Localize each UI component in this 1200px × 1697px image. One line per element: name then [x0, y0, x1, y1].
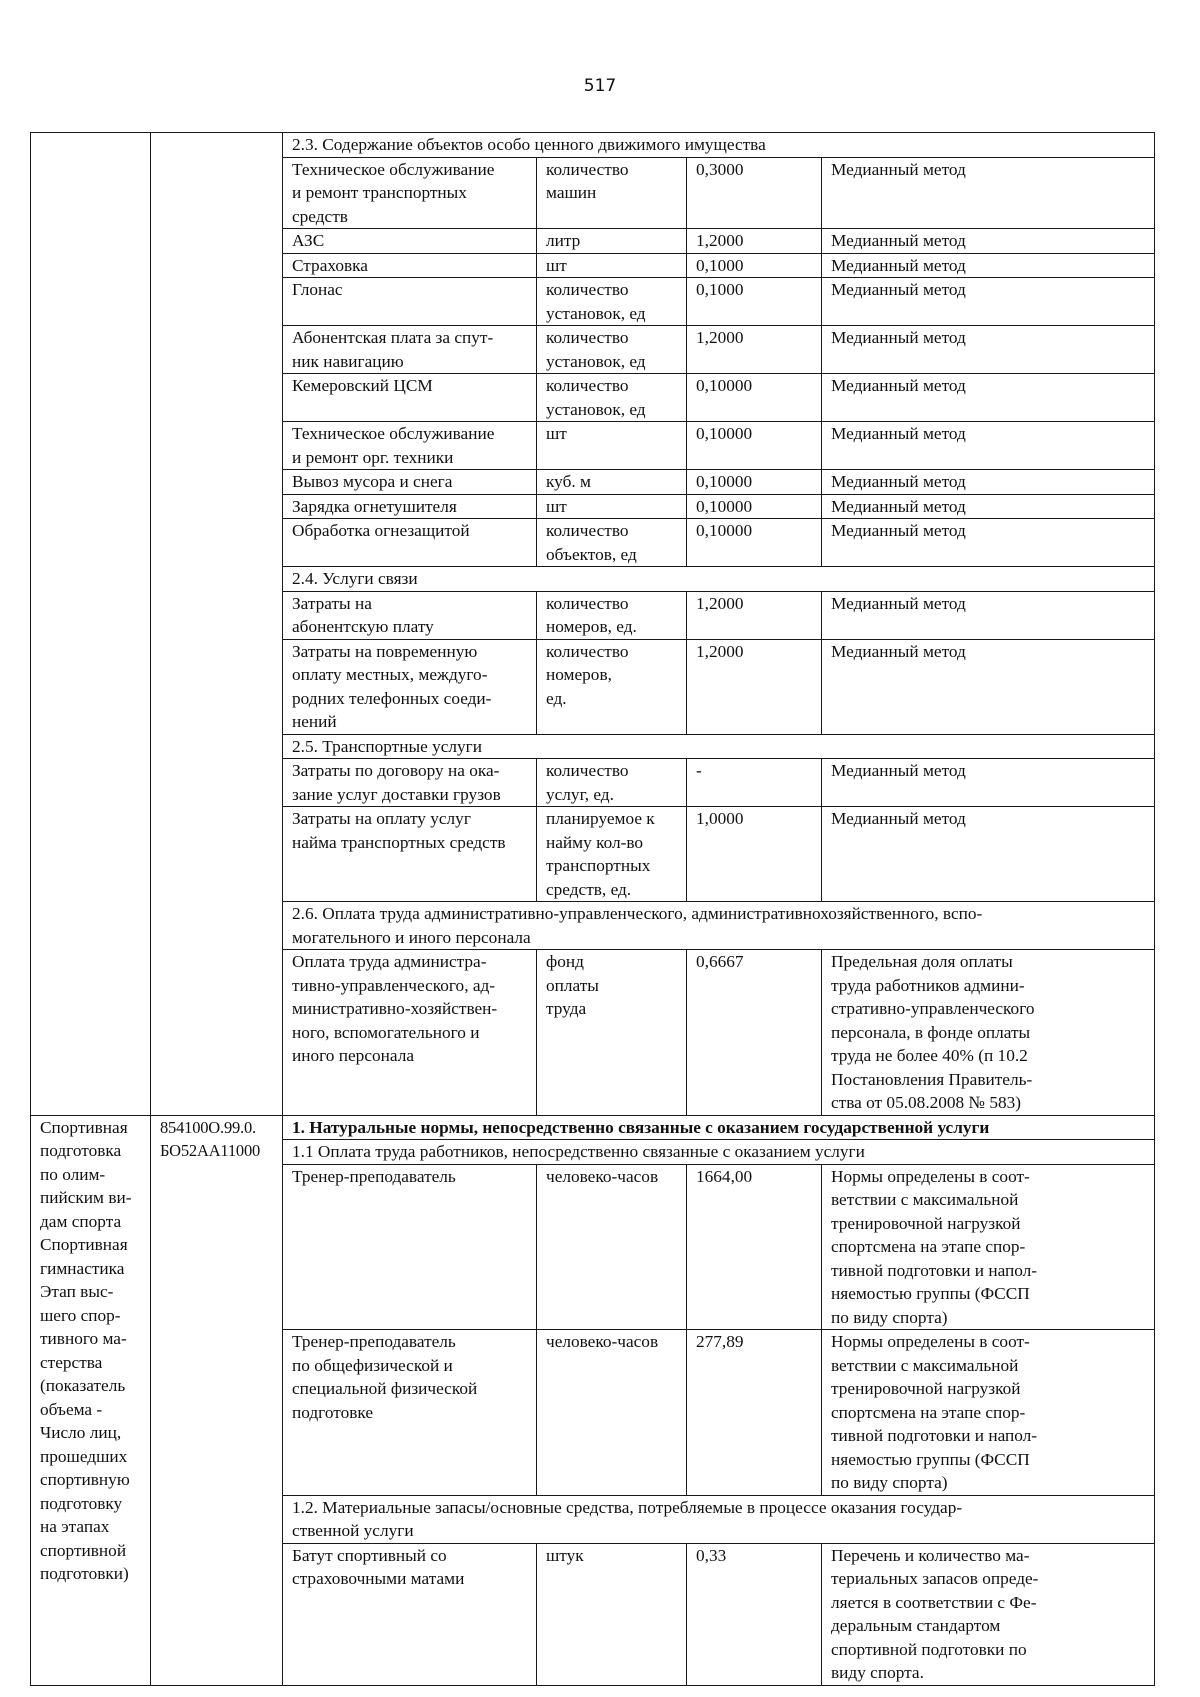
unit-cell: шт	[537, 494, 687, 519]
cost-name-cell: Техническое обслуживание и ремонт орг. техники	[283, 422, 537, 470]
service-name-cell: Спортивная подготовка по олим- пийским ви- дам спорта Спортивная гимнастика Этап выс- шего спор- тивного ма- стерства (показатель объема - Число лиц, прошедших спортивную подготовку на этапах спортивной подготовки)	[31, 1115, 151, 1685]
cost-name-cell: Глонас	[283, 278, 537, 326]
cost-name-cell: Затраты на оплату услуг найма транспортных средств	[283, 807, 537, 902]
unit-cell: количество машин	[537, 157, 687, 229]
page-number: 517	[583, 76, 617, 96]
unit-cell: количество номеров, ед.	[537, 591, 687, 639]
section-title: 1.2. Материальные запасы/основные средства, потребляемые в процессе оказания государ- ственной услуги	[283, 1495, 1155, 1543]
unit-cell: количество установок, ед	[537, 278, 687, 326]
method-cell: Медианный метод	[822, 157, 1155, 229]
method-cell: Медианный метод	[822, 229, 1155, 254]
natural-norms-heading: 1. Натуральные нормы, непосредственно связанные с оказанием государственной услуги	[283, 1115, 1155, 1140]
section-title: 2.6. Оплата труда административно-управленческого, административнохозяйственного, вспо- могательного и иного персонала	[283, 902, 1155, 950]
value-cell: 1,2000	[687, 229, 822, 254]
method-cell: Медианный метод	[822, 639, 1155, 734]
cost-name-cell: Техническое обслуживание и ремонт транспортных средств	[283, 157, 537, 229]
method-cell: Медианный метод	[822, 253, 1155, 278]
cost-name-cell: Затраты на абонентскую плату	[283, 591, 537, 639]
cost-name-cell: Тренер-преподаватель по общефизической и специальной физической подготовке	[283, 1330, 537, 1496]
value-cell: 0,10000	[687, 422, 822, 470]
cost-name-cell: Тренер-преподаватель	[283, 1164, 537, 1330]
value-cell: 277,89	[687, 1330, 822, 1496]
section-title: 2.5. Транспортные услуги	[283, 734, 1155, 759]
method-cell: Медианный метод	[822, 591, 1155, 639]
cost-name-cell: Зарядка огнетушителя	[283, 494, 537, 519]
unit-cell: фонд оплаты труда	[537, 950, 687, 1116]
norms-table	[30, 132, 1155, 1686]
section-row	[31, 133, 1155, 158]
value-cell: 0,6667	[687, 950, 822, 1116]
value-cell: 0,10000	[687, 470, 822, 495]
method-cell: Нормы определены в соот- ветствии с максимальной тренировочной нагрузкой спортсмена на этапе спор- тивной подготовки и напол- няемостью группы (ФССП по виду спорта)	[822, 1164, 1155, 1330]
method-cell: Перечень и количество ма- териальных запасов опреде- ляется в соответствии с Фе- деральным стандартом спортивной подготовки по виду спорта.	[822, 1543, 1155, 1685]
unit-cell: количество номеров, ед.	[537, 639, 687, 734]
cost-name-cell: Оплата труда администра- тивно-управленческого, ад- министративно-хозяйствен- ного, вспомогательного и иного персонала	[283, 950, 537, 1116]
method-cell: Медианный метод	[822, 326, 1155, 374]
value-cell: 0,33	[687, 1543, 822, 1685]
value-cell: 1,2000	[687, 639, 822, 734]
unit-cell: куб. м	[537, 470, 687, 495]
cost-name-cell: Страховка	[283, 253, 537, 278]
value-cell: 0,1000	[687, 253, 822, 278]
value-cell: 0,10000	[687, 519, 822, 567]
cost-name-cell: Вывоз мусора и снега	[283, 470, 537, 495]
unit-cell: шт	[537, 422, 687, 470]
cost-name-cell: Обработка огнезащитой	[283, 519, 537, 567]
unit-cell: количество установок, ед	[537, 326, 687, 374]
value-cell: 1664,00	[687, 1164, 822, 1330]
value-cell: 0,10000	[687, 374, 822, 422]
unit-cell: человеко-часов	[537, 1330, 687, 1496]
method-cell: Медианный метод	[822, 422, 1155, 470]
method-cell: Медианный метод	[822, 519, 1155, 567]
method-cell: Медианный метод	[822, 278, 1155, 326]
method-cell: Медианный метод	[822, 807, 1155, 902]
method-cell: Медианный метод	[822, 470, 1155, 495]
value-cell: 0,10000	[687, 494, 822, 519]
unit-cell: литр	[537, 229, 687, 254]
cost-name-cell: Кемеровский ЦСМ	[283, 374, 537, 422]
section-title: 2.4. Услуги связи	[283, 567, 1155, 592]
value-cell: 0,3000	[687, 157, 822, 229]
unit-cell: планируемое к найму кол-во транспортных средств, ед.	[537, 807, 687, 902]
cost-name-cell: Батут спортивный со страховочными матами	[283, 1543, 537, 1685]
method-cell: Предельная доля оплаты труда работников админи- стративно-управленческого персонала, в фонде оплаты труда не более 40% (п 10.2 Постановления Правитель- ства от 05.08.2008 № 583)	[822, 950, 1155, 1116]
service-code-cell	[151, 133, 283, 1116]
unit-cell: человеко-часов	[537, 1164, 687, 1330]
value-cell: 1,0000	[687, 807, 822, 902]
unit-cell: количество объектов, ед	[537, 519, 687, 567]
cost-name-cell: Абонентская плата за спут- ник навигацию	[283, 326, 537, 374]
method-cell: Медианный метод	[822, 759, 1155, 807]
method-cell: Медианный метод	[822, 374, 1155, 422]
value-cell: 1,2000	[687, 326, 822, 374]
cost-name-cell: Затраты на повременную оплату местных, междуго- родних телефонных соеди- нений	[283, 639, 537, 734]
method-cell: Медианный метод	[822, 494, 1155, 519]
cost-name-cell: АЗС	[283, 229, 537, 254]
value-cell: 1,2000	[687, 591, 822, 639]
unit-cell: количество установок, ед	[537, 374, 687, 422]
service-name-cell	[31, 133, 151, 1116]
section-row	[31, 1115, 1155, 1140]
section-title: 2.3. Содержание объектов особо ценного движимого имущества	[283, 133, 1155, 158]
service-code-cell: 854100О.99.0. БО52АА11000	[151, 1115, 283, 1685]
section-title: 1.1 Оплата труда работников, непосредственно связанные с оказанием услуги	[283, 1140, 1155, 1165]
unit-cell: штук	[537, 1543, 687, 1685]
value-cell: -	[687, 759, 822, 807]
value-cell: 0,1000	[687, 278, 822, 326]
method-cell: Нормы определены в соот- ветствии с максимальной тренировочной нагрузкой спортсмена на этапе спор- тивной подготовки и напол- няемостью группы (ФССП по виду спорта)	[822, 1330, 1155, 1496]
cost-name-cell: Затраты по договору на ока- зание услуг доставки грузов	[283, 759, 537, 807]
unit-cell: количество услуг, ед.	[537, 759, 687, 807]
unit-cell: шт	[537, 253, 687, 278]
